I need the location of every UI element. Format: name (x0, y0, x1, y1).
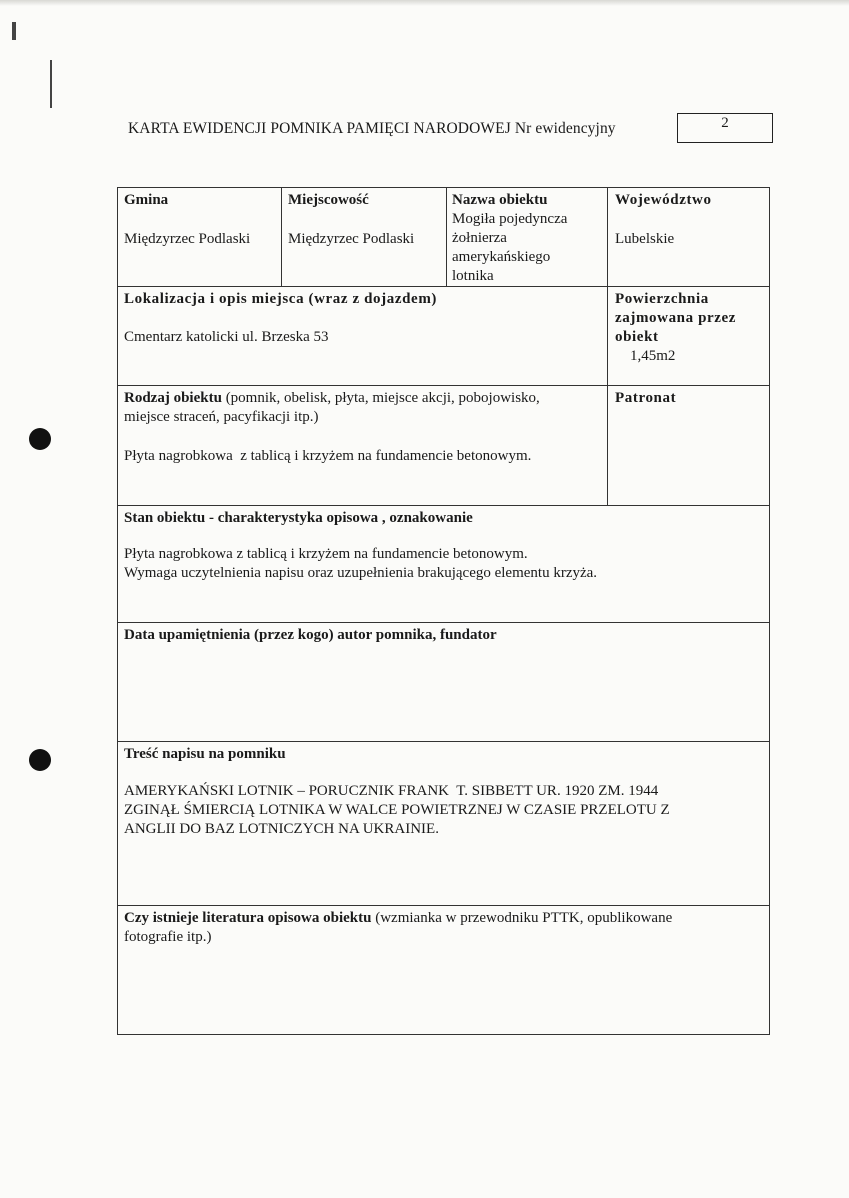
scan-mark (12, 22, 16, 40)
nr-label: Nr ewidencyjny (514, 120, 616, 137)
stan-line-2: Wymaga uczytelnienia napisu oraz uzupełnienia brakującego elementu krzyża. (124, 565, 598, 581)
scan-edge (0, 0, 849, 6)
area-label-3: obiekt (615, 329, 659, 345)
rodzaj-label-rest-2: miejsce straceń, pacyfikacji itp.) (124, 409, 319, 425)
literatura-label-bold: Czy istnieje literatura opisowa obiektu (124, 910, 372, 926)
column-divider (607, 187, 608, 505)
lokalizacja-label: Lokalizacja i opis miejsca (wraz z dojazdem) (124, 291, 438, 307)
inscription-line-1: AMERYKAŃSKI LOTNIK – PORUCZNIK FRANK T. SIBBETT UR. 1920 ZM. 1944 (124, 783, 659, 799)
rodzaj-label (124, 389, 540, 408)
inscription-line-3: ANGLII DO BAZ LOTNICZYCH NA UKRAINIE. (124, 821, 439, 837)
nazwa-label: Nazwa obiektu (452, 192, 548, 208)
row-divider (117, 905, 770, 906)
row-divider (117, 622, 770, 623)
row-divider (117, 505, 770, 506)
rodzaj-value: Płyta nagrobkowa z tablicą i krzyżem na fundamencie betonowym. (124, 448, 532, 464)
rodzaj-label-rest-1: (pomnik, obelisk, płyta, miejsce akcji, pobojowisko, (225, 390, 540, 406)
inscription-line-2: ZGINĄŁ ŚMIERCIĄ LOTNIKA W WALCE POWIETRZNEJ W CZASIE PRZELOTU Z (124, 802, 670, 818)
wojewodztwo-value: Lubelskie (615, 231, 675, 247)
gmina-label: Gmina (124, 192, 169, 208)
patronat-label: Patronat (615, 390, 677, 406)
registration-number: 2 (721, 115, 729, 131)
page-title (128, 120, 616, 138)
row-divider (117, 286, 770, 287)
lokalizacja-value: Cmentarz katolicki ul. Brzeska 53 (124, 329, 329, 345)
area-value: 1,45m2 (630, 348, 676, 364)
tresc-label: Treść napisu na pomniku (124, 746, 286, 762)
miejscowosc-value: Międzyrzec Podlaski (288, 231, 415, 247)
rodzaj-label-bold: Rodzaj obiektu (124, 390, 222, 406)
wojewodztwo-label: Województwo (615, 192, 712, 208)
miejscowosc-label: Miejscowość (288, 192, 369, 208)
nazwa-line-1: Mogiła pojedyncza (452, 211, 568, 227)
punch-hole (29, 428, 51, 450)
nazwa-line-4: lotnika (452, 268, 494, 284)
area-label-1: Powierzchnia (615, 291, 709, 307)
form-title: KARTA EWIDENCJI POMNIKA PAMIĘCI NARODOWEJ (128, 120, 511, 137)
row-divider (117, 741, 770, 742)
literatura-label-rest-1: (wzmianka w przewodniku PTTK, opublikowane (375, 910, 673, 926)
literatura-label (124, 909, 672, 928)
scan-mark (50, 60, 52, 108)
punch-hole (29, 749, 51, 771)
registration-number-field (677, 113, 773, 143)
area-label-2: zajmowana przez (615, 310, 737, 326)
data-upamietnienia-label: Data upamiętnienia (przez kogo) autor pomnika, fundator (124, 627, 497, 643)
stan-line-1: Płyta nagrobkowa z tablicą i krzyżem na fundamencie betonowym. (124, 546, 528, 562)
column-divider (446, 187, 447, 286)
nazwa-line-3: amerykańskiego (452, 249, 551, 265)
column-divider (281, 187, 282, 286)
gmina-value: Międzyrzec Podlaski (124, 231, 251, 247)
nazwa-line-2: żołnierza (452, 230, 507, 246)
row-divider (117, 385, 770, 386)
stan-label: Stan obiektu - charakterystyka opisowa , oznakowanie (124, 510, 473, 526)
literatura-label-rest-2: fotografie itp.) (124, 929, 212, 945)
